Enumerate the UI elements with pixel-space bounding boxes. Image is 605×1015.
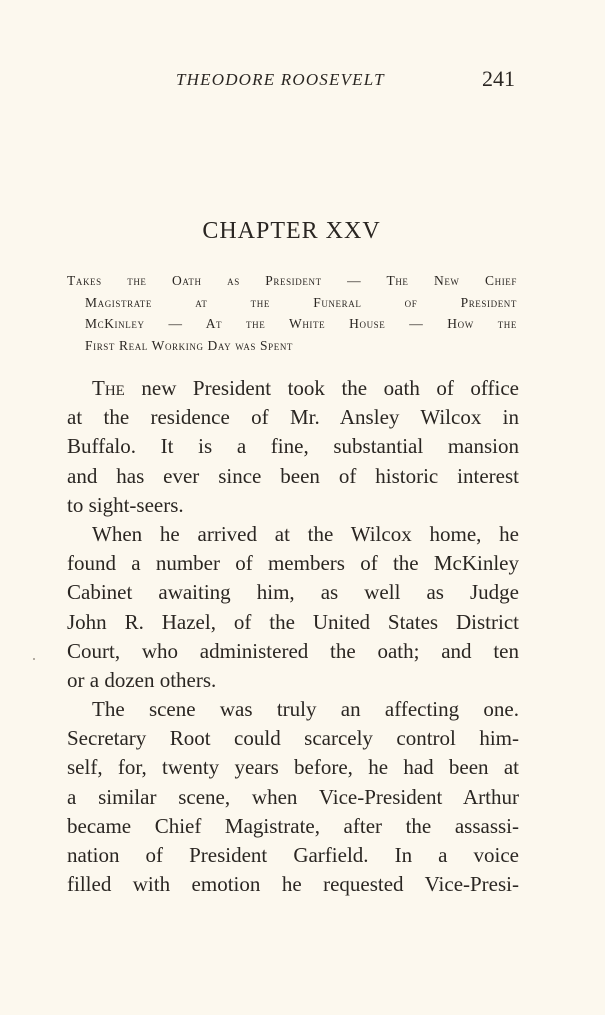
paragraph-line: to sight-seers. [67,492,184,517]
paragraph-line: found a number of members of the McKinley [67,551,519,576]
paragraph-line: nation of President Garfield. In a voice [67,843,519,867]
page-number: 241 [482,66,515,91]
paragraph-line: filled with emotion he requested Vice-Presi- [67,872,519,897]
paragraph-line: a similar scene, when Vice-President Arthur [67,784,519,809]
paragraph-line [67,374,519,403]
line-text: new President took the oath of office [124,376,519,400]
paragraph-line: and has ever since been of historic interest [67,463,519,488]
summary-line: McKinley — At the White House — How the [85,316,517,331]
paragraph-line: Court, who administered the oath; and ten [67,638,519,663]
paragraph-line: at the residence of Mr. Ansley Wilcox in [67,405,519,430]
paragraph-line: Buffalo. It is a fine, substantial mansion [67,434,519,459]
paragraph-line: John R. Hazel, of the United States District [67,609,519,634]
running-title: THEODORE ROOSEVELT [176,70,385,89]
paragraph-line: self, for, twenty years before, he had been at [67,755,519,780]
running-head [0,66,605,96]
summary-line: Magistrate at the Funeral of President [85,294,517,310]
paragraph-line: Secretary Root could scarcely control him- [67,726,519,751]
body-text [67,374,519,899]
paragraph-line: When he arrived at the Wilcox home, he [92,521,519,546]
summary-line: Takes the Oath as President — The New Chief [67,273,517,288]
paper-speck [33,658,35,660]
first-word: The [92,376,125,400]
chapter-title: CHAPTER XXV [202,218,381,244]
paragraph-line: became Chief Magistrate, after the assassi- [67,813,519,838]
summary-line: First Real Working Day was Spent [85,337,294,353]
paragraph-line: The scene was truly an affecting one. [92,697,519,722]
paragraph-line: Cabinet awaiting him, as well as Judge [67,580,519,605]
paragraph-line: or a dozen others. [67,667,217,692]
chapter-summary [67,270,517,356]
